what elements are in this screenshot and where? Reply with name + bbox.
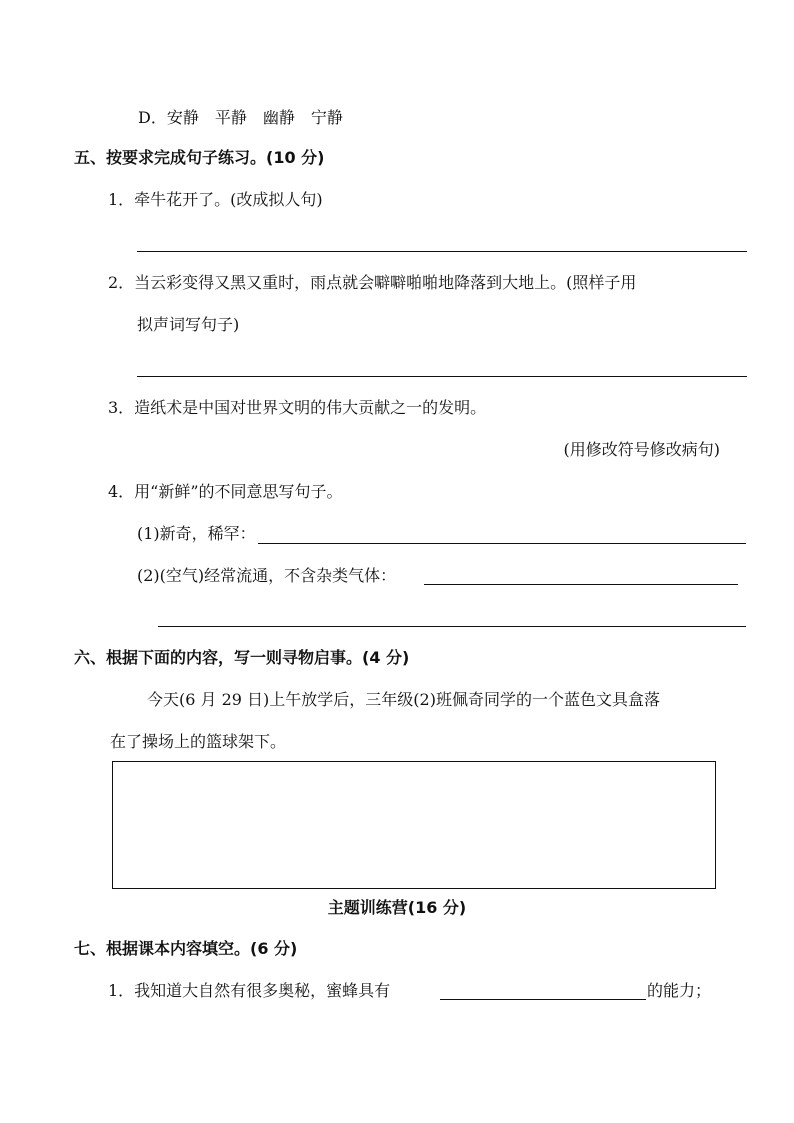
- s6-paragraph-line1: 今天(6 月 29 日)上午放学后，三年级(2)班佩奇同学的一个蓝色文具盒落: [147, 690, 660, 709]
- s5-question-2-line1: 2．当云彩变得又黑又重时，雨点就会噼噼啪啪地降落到大地上。(照样子用: [108, 273, 637, 292]
- camp-title: 主题训练营(16 分): [327, 898, 467, 917]
- s6-paragraph-line2: 在了操场上的篮球架下。: [110, 732, 287, 751]
- s5-q4-part-1-label: (1)新奇，稀罕：: [137, 524, 256, 543]
- section-7-heading: 七、根据课本内容填空。(6 分): [74, 939, 298, 958]
- s5-question-2-line2: 拟声词写句子): [137, 315, 240, 334]
- s5-question-1: 1．牵牛花开了。(改成拟人句): [108, 190, 323, 209]
- s5-q4-part-2-answer-line-2[interactable]: [158, 626, 746, 627]
- option-d: D．安静 平静 幽静 宁静: [138, 108, 343, 127]
- s7-q1-blank-line[interactable]: [440, 999, 646, 1000]
- s5-q2-answer-line[interactable]: [137, 376, 747, 377]
- s5-q4-part-1-answer-line[interactable]: [258, 543, 746, 544]
- s5-question-3: 3．造纸术是中国对世界文明的伟大贡献之一的发明。: [108, 398, 487, 417]
- s5-question-4: 4．用“新鲜”的不同意思写句子。: [108, 482, 343, 501]
- section-5-heading: 五、按要求完成句子练习。(10 分): [74, 148, 325, 167]
- s7-question-1-before: 1．我知道大自然有很多奥秘，蜜蜂具有: [108, 981, 391, 1000]
- s5-q1-answer-line[interactable]: [137, 251, 747, 252]
- s7-question-1-after: 的能力；: [647, 981, 712, 1000]
- s5-q4-part-2-answer-line[interactable]: [424, 584, 738, 585]
- s6-answer-box[interactable]: [112, 761, 716, 889]
- s5-q4-part-2-label: (2)(空气)经常流通，不含杂类气体：: [137, 566, 397, 585]
- section-6-heading: 六、根据下面的内容，写一则寻物启事。(4 分): [74, 648, 410, 667]
- s5-question-3-note: (用修改符号修改病句): [563, 440, 720, 459]
